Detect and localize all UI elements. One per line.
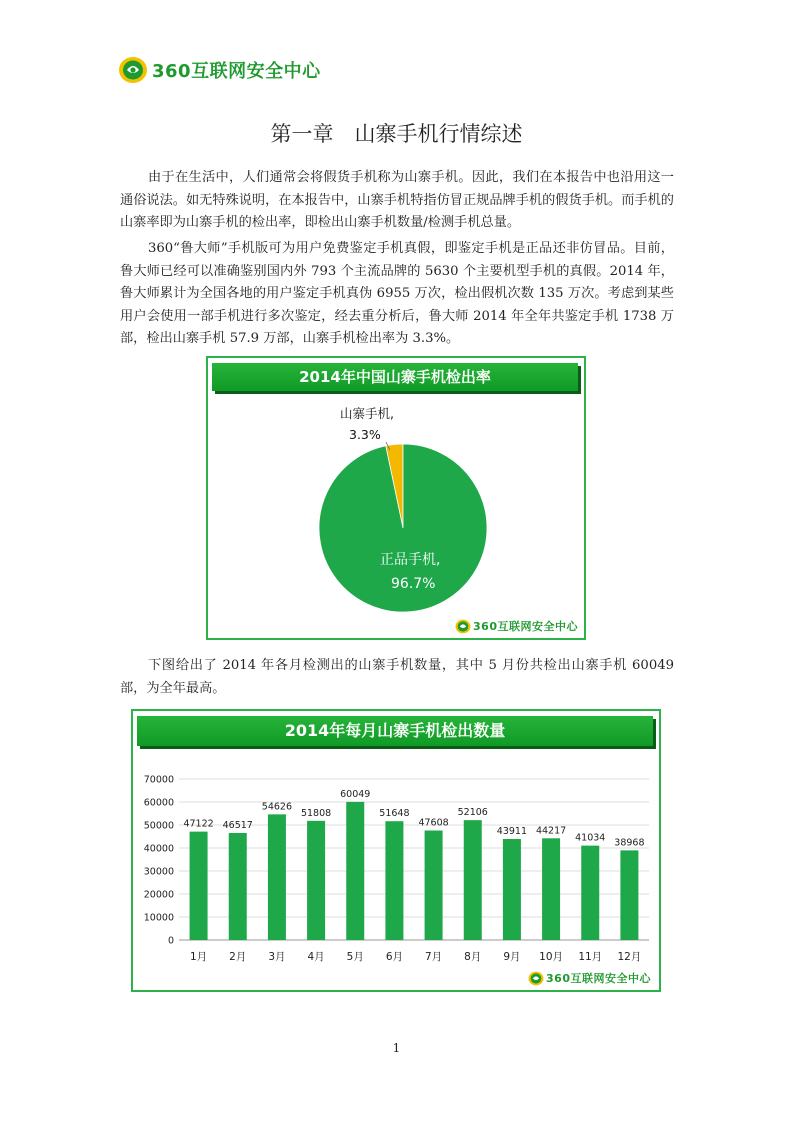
bar [620, 850, 638, 940]
bar-data-label: 51648 [379, 808, 410, 820]
y-tick-label: 40000 [143, 843, 174, 855]
x-tick-label: 5月 [346, 951, 364, 963]
page-number: 1 [392, 1041, 401, 1055]
bar-data-label: 52106 [457, 807, 488, 819]
bar [190, 832, 208, 940]
bar-data-label: 38968 [614, 837, 645, 849]
bar [464, 820, 482, 940]
x-tick-label: 1月 [189, 951, 208, 963]
x-tick-label: 4月 [307, 951, 325, 963]
bar [425, 831, 443, 940]
pie-chart-watermark [455, 618, 578, 634]
bar [503, 839, 521, 940]
watermark-text: 360互联网安全中心 [473, 620, 578, 633]
y-tick-label: 0 [167, 935, 174, 947]
pie-chart [208, 358, 584, 638]
shield-logo-icon [528, 971, 544, 986]
bar [229, 833, 247, 940]
bar [346, 802, 364, 940]
bar-chart-box [131, 709, 661, 992]
x-tick-label: 9月 [503, 951, 521, 963]
x-tick-label: 11月 [578, 951, 603, 963]
y-tick-label: 60000 [143, 797, 174, 809]
bar-data-label: 47122 [183, 818, 214, 830]
x-tick-label: 2月 [229, 951, 247, 963]
bar [307, 821, 325, 940]
y-tick-label: 70000 [143, 774, 174, 786]
y-tick-label: 30000 [143, 866, 174, 878]
y-tick-label: 50000 [143, 820, 174, 832]
bar-chart-title: 2014年每月山寨手机检出数量 [137, 716, 653, 746]
bar [385, 821, 403, 940]
x-tick-label: 10月 [539, 951, 564, 963]
chapter-title: 第一章 山寨手机行情综述 [270, 122, 523, 146]
bar-chart-watermark [528, 970, 651, 986]
header-logo [118, 56, 321, 84]
bar-data-label: 60049 [340, 788, 371, 800]
bar-data-label: 47608 [418, 817, 449, 829]
y-tick-label: 20000 [143, 889, 174, 901]
shield-logo-icon [455, 619, 471, 634]
bar-data-label: 54626 [261, 801, 293, 813]
watermark-text: 360互联网安全中心 [546, 972, 651, 985]
x-tick-label: 7月 [424, 951, 443, 963]
bar-data-label: 44217 [535, 825, 567, 837]
bar-chart [133, 711, 659, 990]
bar-data-label: 51808 [300, 807, 332, 819]
bar-data-label: 46517 [222, 820, 253, 832]
pie-label-fake: 山寨手机, [340, 406, 394, 421]
pie-value-genuine: 96.7% [391, 576, 436, 592]
pie-chart-box [206, 356, 586, 640]
x-tick-label: 6月 [385, 951, 404, 963]
bar-data-label: 43911 [496, 826, 528, 838]
x-tick-label: 8月 [464, 951, 482, 963]
pie-label-genuine: 正品手机, [380, 552, 441, 568]
bar [268, 814, 286, 940]
paragraph-intro: 由于在生活中，人们通常会将假货手机称为山寨手机。因此，我们在本报告中也沿用这一通俗说法。如无特殊说明，在本报告中，山寨手机特指仿冒正规品牌手机的假货手机。而手机的山寨率即为山寨手机的检出率，即检出山寨手机数量/检测手机总量。 [120, 170, 674, 230]
bar [581, 846, 599, 940]
bar-data-label: 41034 [575, 832, 606, 844]
paragraph-monthly: 下图给出了 2014 年各月检测出的山寨手机数量，其中 5 月份共检出山寨手机 60049 部，为全年最高。 [120, 658, 674, 696]
logo-text: 360互联网安全中心 [152, 61, 321, 82]
pie-chart-title: 2014年中国山寨手机检出率 [212, 363, 578, 391]
x-tick-label: 12月 [617, 951, 642, 963]
y-tick-label: 10000 [143, 912, 174, 924]
pie-value-fake: 3.3% [349, 427, 381, 442]
x-tick-label: 3月 [268, 951, 286, 963]
paragraph-ludashi: 360“鲁大师”手机版可为用户免费鉴定手机真假，即鉴定手机是正品还非仿冒品。目前，鲁大师已经可以准确鉴别国内外 793 个主流品牌的 5630 个主要机型手机的真假。2014 年，鲁大师累计为全国各地的用户鉴定手机真伪 6955 万次，检出假机次数 135 万次。考虑到某些用户会使用一部手机进行多次鉴定，经去重分析后，鲁大师 2014 年全年共鉴定手机 1738 万部，检出山寨手机 57.9 万部，山寨手机检出率为 3.3%。 [120, 241, 674, 346]
shield-logo-icon [118, 56, 148, 84]
bar [542, 838, 560, 940]
